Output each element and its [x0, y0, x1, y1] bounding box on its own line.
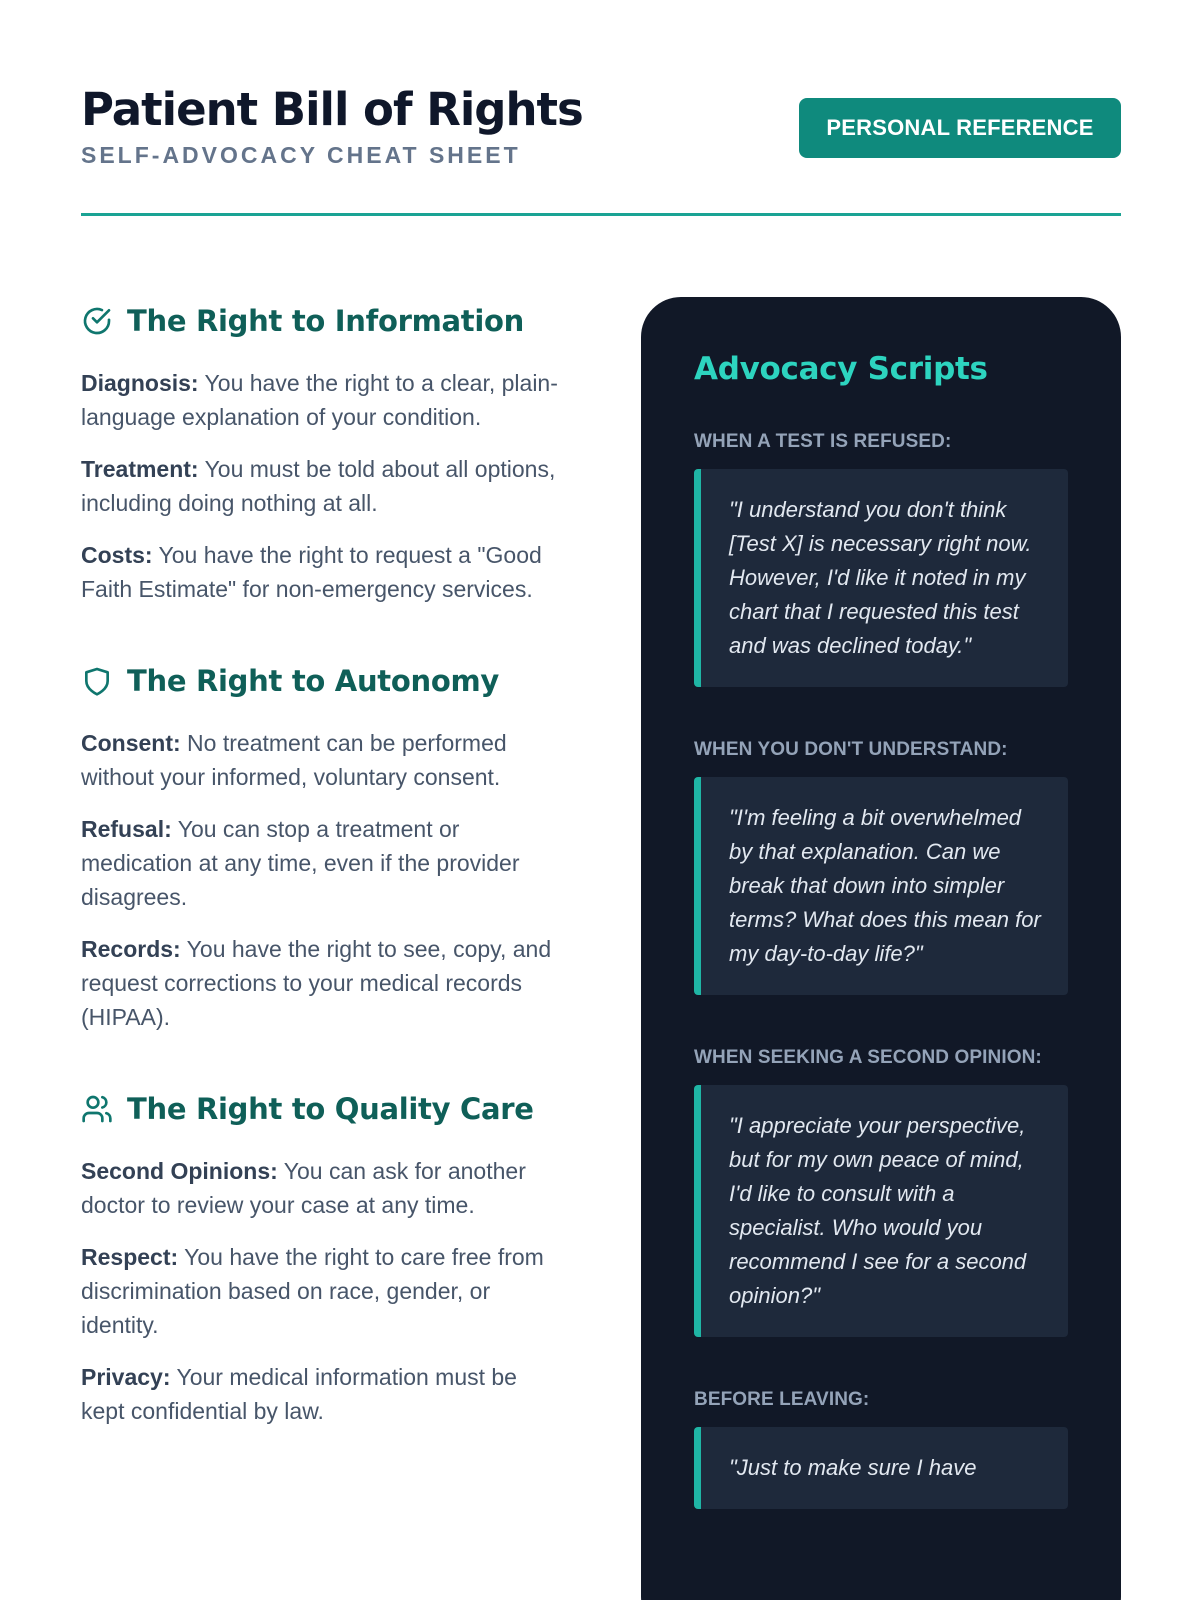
section-title: The Right to Quality Care — [127, 1092, 534, 1126]
item-term: Records: — [81, 936, 181, 962]
right-item-diagnosis — [81, 366, 561, 434]
item-text: You have the right to see, copy, and request corrections to your medical records (HIPAA). — [81, 936, 552, 1030]
section-right-to-quality-care — [81, 1086, 561, 1428]
section-right-to-autonomy — [81, 658, 561, 1034]
shield-icon — [81, 665, 113, 697]
page-header — [81, 84, 1121, 216]
right-item-treatment — [81, 452, 561, 520]
script-label: WHEN SEEKING A SECOND OPINION: — [694, 1047, 1042, 1068]
script-label: WHEN YOU DON'T UNDERSTAND: — [694, 739, 1008, 760]
check-circle-icon — [81, 305, 113, 337]
item-term: Respect: — [81, 1244, 179, 1270]
script-quote: "I'm feeling a bit overwhelmed by that explanation. Can we break that down into simpler terms? What does this mean for my day-to-day life?" — [694, 777, 1068, 995]
item-text: You have the right to request a "Good Faith Estimate" for non-emergency services. — [81, 542, 542, 602]
item-text: You must be told about all options, including doing nothing at all. — [81, 456, 556, 516]
item-text: You have the right to care free from discrimination based on race, gender, or identity. — [81, 1244, 544, 1338]
right-item-privacy — [81, 1360, 561, 1428]
right-item-costs — [81, 538, 561, 606]
right-item-respect — [81, 1240, 561, 1342]
section-heading — [81, 658, 561, 704]
item-term: Second Opinions: — [81, 1158, 278, 1184]
panel-title: Advocacy Scripts — [694, 351, 988, 387]
item-text: No treatment can be performed without your informed, voluntary consent. — [81, 730, 507, 790]
item-text: You can stop a treatment or medication at any time, even if the provider disagrees. — [81, 816, 520, 910]
item-term: Consent: — [81, 730, 181, 756]
section-heading — [81, 298, 561, 344]
right-item-refusal — [81, 812, 561, 914]
section-heading — [81, 1086, 561, 1132]
item-text: Your medical information must be kept confidential by law. — [81, 1364, 517, 1424]
header-divider — [81, 213, 1121, 216]
item-term: Refusal: — [81, 816, 172, 842]
right-item-second-opinions — [81, 1154, 561, 1222]
rights-column — [81, 298, 561, 1480]
script-quote: "Just to make sure I have — [694, 1427, 1068, 1509]
advocacy-scripts-panel — [641, 297, 1121, 1600]
section-title: The Right to Autonomy — [127, 664, 499, 698]
personal-reference-badge: PERSONAL REFERENCE — [799, 98, 1121, 158]
script-label: WHEN A TEST IS REFUSED: — [694, 431, 952, 452]
right-item-consent — [81, 726, 561, 794]
item-term: Costs: — [81, 542, 153, 568]
script-second-opinion — [694, 1047, 1068, 1337]
item-term: Diagnosis: — [81, 370, 199, 396]
item-text: You can ask for another doctor to review your case at any time. — [81, 1158, 526, 1218]
section-title: The Right to Information — [127, 304, 524, 338]
script-label: BEFORE LEAVING: — [694, 1389, 870, 1410]
script-before-leaving — [694, 1389, 1068, 1509]
users-icon — [81, 1093, 113, 1125]
right-item-records — [81, 932, 561, 1034]
script-quote: "I appreciate your perspective, but for my own peace of mind, I'd like to consult with a specialist. Who would you recommend I see for a second opinion?" — [694, 1085, 1068, 1337]
section-right-to-information — [81, 298, 561, 606]
script-test-refused — [694, 431, 1068, 687]
item-term: Privacy: — [81, 1364, 171, 1390]
page-title: Patient Bill of Rights — [81, 83, 583, 136]
script-dont-understand — [694, 739, 1068, 995]
page-subtitle: SELF-ADVOCACY CHEAT SHEET — [81, 142, 521, 168]
item-term: Treatment: — [81, 456, 199, 482]
script-quote: "I understand you don't think [Test X] is necessary right now. However, I'd like it noted in my chart that I requested this test and was declined today." — [694, 469, 1068, 687]
item-text: You have the right to a clear, plain-language explanation of your condition. — [81, 370, 558, 430]
